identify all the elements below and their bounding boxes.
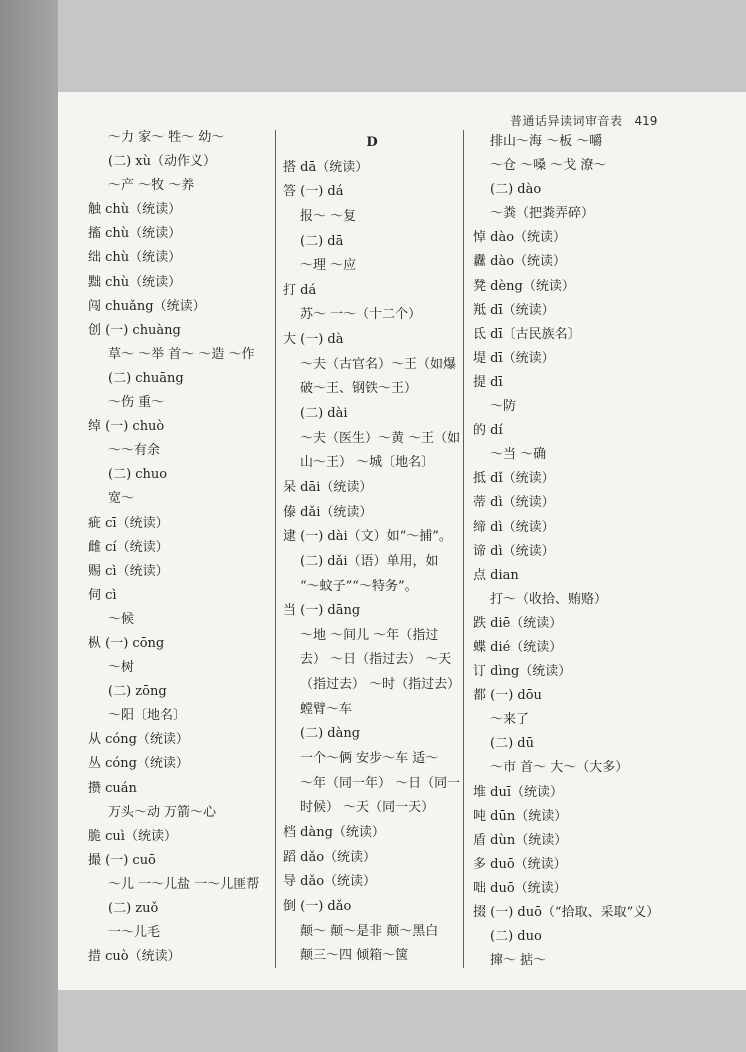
section-letter-heading: D xyxy=(366,135,378,150)
entry-detail-line: ～伤 重～ xyxy=(108,395,165,411)
headword-entry: 措 cuò（统读） xyxy=(88,949,181,965)
entry-detail-line: 颠～ 颠～是非 颠～黑白 xyxy=(300,923,439,939)
headword-entry: 绌 chù（统读） xyxy=(88,250,182,266)
entry-detail-line: (二) dū xyxy=(490,736,534,752)
entry-detail-line: (二) chuāng xyxy=(108,370,184,386)
page-number: 419 xyxy=(634,114,658,128)
entry-detail-line: (二) dǎi（语）单用，如 xyxy=(300,553,439,569)
headword-entry: 咄 duō（统读） xyxy=(473,880,567,896)
scan-left-margin xyxy=(0,0,58,1052)
headword-entry: 疵 cī（统读） xyxy=(88,515,169,531)
entry-detail-line: 破～王、钢铁～王） xyxy=(300,381,418,397)
entry-detail-line: (二) dài xyxy=(300,406,348,422)
entry-detail-line: 撺～ 掂～ xyxy=(490,953,547,969)
entry-detail-line: 报～ ～复 xyxy=(300,208,357,224)
entry-detail-line: (二) zōng xyxy=(108,684,167,700)
headword-entry: 倒 (一) dǎo xyxy=(283,898,352,914)
entry-detail-line: ～来了 xyxy=(490,712,530,728)
entry-detail-line: （指过去） ～时（指过去） xyxy=(300,677,461,693)
headword-entry: 丛 cóng（统读） xyxy=(88,756,189,772)
entry-detail-line: 山～王） ～城〔地名〕 xyxy=(300,455,435,471)
headword-entry: 的 dí xyxy=(473,423,503,439)
headword-entry: 傣 dǎi（统读） xyxy=(283,504,373,520)
headword-entry: 悼 dào（统读） xyxy=(473,230,567,246)
headword-entry: 黜 chù（统读） xyxy=(88,274,182,290)
running-header xyxy=(510,112,730,130)
headword-entry: 纛 dào（统读） xyxy=(473,254,567,270)
headword-entry: 攒 cuán xyxy=(88,780,137,796)
headword-entry: 雌 cí（统读） xyxy=(88,539,169,555)
entry-detail-line: ～地 ～间儿 ～年（指过 xyxy=(300,627,439,643)
headword-entry: 羝 dī（统读） xyxy=(473,302,555,318)
headword-entry: 闯 chuǎng（统读） xyxy=(88,298,206,314)
entry-detail-line: ～年（同一年） ～日（同一 xyxy=(300,775,461,791)
headword-entry: 蝶 dié（统读） xyxy=(473,639,563,655)
entry-detail-line: 苏～ 一～（十二个） xyxy=(300,307,422,323)
headword-entry: 触 chù（统读） xyxy=(88,202,182,218)
headword-entry: 凳 dèng（统读） xyxy=(473,278,575,294)
headword-entry: 枞 (一) cōng xyxy=(88,635,165,651)
column-2 xyxy=(283,131,461,969)
entry-detail-line: ～阳〔地名〕 xyxy=(108,708,187,724)
entry-detail-line: 草～ ～举 首～ ～造 ～作 xyxy=(108,346,255,362)
entry-detail-line: ～理 ～应 xyxy=(300,258,357,274)
headword-entry: 赐 cì（统读） xyxy=(88,563,169,579)
headword-entry: 都 (一) dōu xyxy=(473,688,542,704)
entry-detail-line: (二) dào xyxy=(490,182,542,198)
headword-entry: 答 (一) dá xyxy=(283,184,344,200)
headword-entry: 当 (一) dāng xyxy=(283,603,361,619)
entry-detail-line: 宽～ xyxy=(108,491,135,507)
headword-entry: 创 (一) chuàng xyxy=(88,322,181,338)
headword-entry: 从 cóng（统读） xyxy=(88,732,189,748)
headword-entry: 点 dian xyxy=(473,567,519,583)
headword-entry: 搭 dā（统读） xyxy=(283,159,369,175)
headword-entry: 档 dàng（统读） xyxy=(283,824,385,840)
entry-detail-line: 排山～海 ～板 ～嚼 xyxy=(490,134,603,149)
entry-detail-line: (二) dàng xyxy=(300,726,361,742)
entry-detail-line: ～产 ～牧 ～养 xyxy=(108,178,195,194)
headword-entry: 堆 duī（统读） xyxy=(473,784,563,800)
entry-detail-line: (二) dā xyxy=(300,233,344,249)
entry-detail-line: 一个～俩 安步～车 适～ xyxy=(300,751,439,767)
headword-entry: 氐 dī〔古民族名〕 xyxy=(473,326,581,342)
headword-entry: 堤 dī（统读） xyxy=(473,350,555,366)
headword-entry: 谛 dì（统读） xyxy=(473,543,555,559)
entry-detail-line: 时候） ～天（同一天） xyxy=(300,800,435,816)
headword-entry: 抵 dǐ（统读） xyxy=(473,471,555,487)
entry-detail-line: ～市 首～ 大～（大多） xyxy=(490,760,629,776)
headword-entry: 订 dìng（统读） xyxy=(473,664,572,680)
entry-detail-line: ～夫（医生）～黄 ～王（如 xyxy=(300,430,461,446)
entry-detail-line: (二) chuo xyxy=(108,467,168,483)
headword-entry: 缔 dì（统读） xyxy=(473,519,555,535)
headword-entry: 绰 (一) chuò xyxy=(88,419,165,435)
headword-entry: 打 dá xyxy=(283,282,317,298)
headword-entry: 大 (一) dà xyxy=(283,332,344,348)
headword-entry: 蹈 dǎo（统读） xyxy=(283,849,377,865)
entry-detail-line: ～候 xyxy=(108,611,135,627)
headword-entry: 盾 dùn（统读） xyxy=(473,832,568,848)
entry-detail-line: 一～儿毛 xyxy=(108,925,161,941)
headword-entry: 呆 dāi（统读） xyxy=(283,479,373,495)
column-divider-2 xyxy=(463,130,464,968)
entry-detail-line: (二) xù（动作义） xyxy=(108,154,216,170)
headword-entry: 导 dǎo（统读） xyxy=(283,874,377,890)
column-divider-1 xyxy=(275,130,276,968)
entry-detail-line: “～蚊子”“～特务”。 xyxy=(300,578,418,594)
entry-detail-line: ～儿 一～儿盐 一～儿匪帮 xyxy=(108,876,260,892)
headword-entry: 搐 chù（统读） xyxy=(88,226,182,242)
entry-detail-line: ～树 xyxy=(108,660,135,676)
running-header-title: 普通话异读词审音表 xyxy=(510,114,623,128)
headword-entry: 伺 cì xyxy=(88,587,117,603)
headword-entry: 掇 (一) duō（“拾取、采取”义） xyxy=(473,905,660,920)
entry-detail-line: ～夫（古官名）～王（如爆 xyxy=(300,356,457,372)
entry-detail-line: (二) zuǒ xyxy=(108,901,159,916)
headword-entry: 脆 cuì（统读） xyxy=(88,828,177,844)
entry-detail-line: ～当 ～确 xyxy=(490,447,547,463)
entry-detail-line: 螳臂～车 xyxy=(300,701,353,717)
headword-entry: 撮 (一) cuō xyxy=(88,852,156,868)
entry-detail-line: 颠三～四 倾箱～箧 xyxy=(300,948,409,964)
headword-entry: 多 duō（统读） xyxy=(473,856,567,872)
column-3 xyxy=(473,130,673,973)
entry-detail-line: ～～有余 xyxy=(108,443,161,459)
column-1 xyxy=(88,126,274,969)
headword-entry: 逮 (一) dài（文）如“～捕”。 xyxy=(283,529,452,545)
headword-entry: 提 dī xyxy=(473,374,503,390)
entry-detail-line: ～力 家～ 牲～ 幼～ xyxy=(108,130,225,145)
entry-detail-line: 去） ～日（指过去） ～天 xyxy=(300,652,452,668)
headword-entry: 跌 diē（统读） xyxy=(473,615,563,631)
entry-detail-line: ～防 xyxy=(490,399,517,415)
entry-detail-line: ～仓 ～嗓 ～戈 潦～ xyxy=(490,158,607,174)
headword-entry: 蒂 dì（统读） xyxy=(473,495,555,511)
entry-detail-line: 打～（收拾、贿赂） xyxy=(490,591,608,607)
dictionary-page xyxy=(58,92,746,990)
entry-detail-line: 万头～动 万箭～心 xyxy=(108,804,217,820)
entry-detail-line: (二) duo xyxy=(490,929,542,945)
headword-entry: 吨 dūn（统读） xyxy=(473,808,568,824)
entry-detail-line: ～粪（把粪弄碎） xyxy=(490,206,595,222)
